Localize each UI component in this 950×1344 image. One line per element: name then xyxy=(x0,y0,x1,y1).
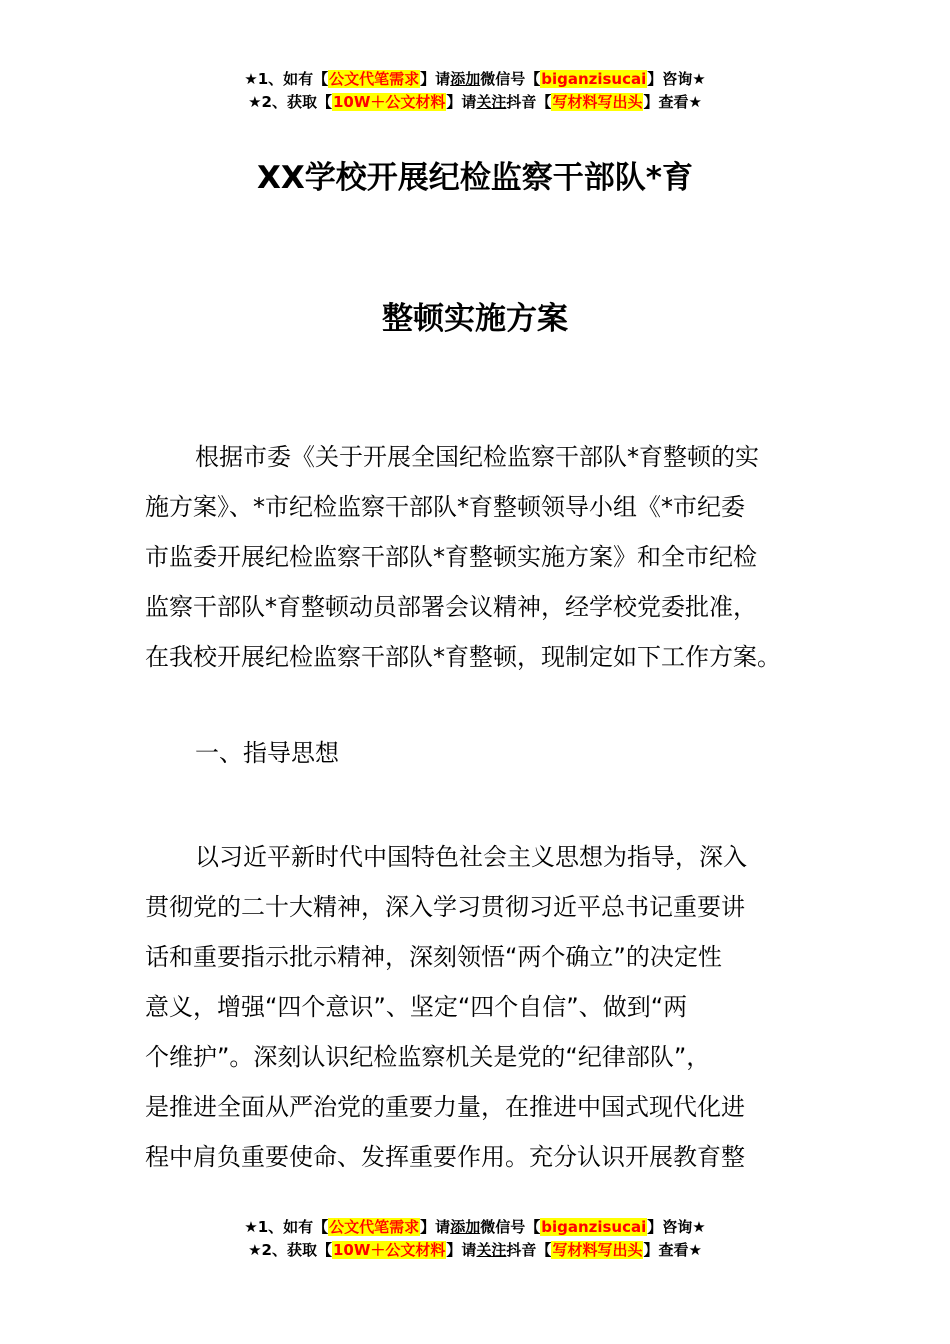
paragraph-line: 贯彻党的二十大精神，深入学习贯彻习近平总书记重要讲 xyxy=(145,893,745,921)
section-heading xyxy=(145,728,807,778)
header-banner xyxy=(0,68,950,114)
banner-text: 】查看★ xyxy=(643,93,702,111)
section-heading-text: 一、指导思想 xyxy=(195,739,339,767)
banner-line-1 xyxy=(0,1216,950,1239)
banner-text: 】请 xyxy=(420,1218,451,1236)
banner-text: 】请 xyxy=(446,1241,477,1259)
banner-text: 微信号【 xyxy=(480,70,541,88)
paragraph-line: 是推进全面从严治党的重要力量，在推进中国式现代化进 xyxy=(145,1093,745,1121)
banner-highlight-wechat-id: biganzisucai xyxy=(541,1218,647,1236)
banner-text: 】咨询★ xyxy=(647,70,706,88)
banner-text: ★1、如有【 xyxy=(244,70,329,88)
banner-highlight-douyin: 写材料写出头 xyxy=(552,93,643,111)
paragraph-line: 在我校开展纪检监察干部队*育整顿，现制定如下工作方案。 xyxy=(145,643,781,671)
banner-highlight-douyin: 写材料写出头 xyxy=(552,1241,643,1259)
paragraph-line: 监察干部队*育整顿动员部署会议精神，经学校党委批准， xyxy=(145,593,757,621)
banner-highlight-materials: 10W＋公文材料 xyxy=(332,93,446,111)
paragraph-line: 意义，增强“四个意识”、坚定“四个自信”、做到“两 xyxy=(145,993,688,1021)
banner-text: 】查看★ xyxy=(643,1241,702,1259)
banner-text: ★2、获取【 xyxy=(248,1241,332,1259)
banner-text: 抖音【 xyxy=(506,93,552,111)
paragraph-line: 个维护”。深刻认识纪检监察机关是党的“纪律部队”， xyxy=(145,1043,711,1071)
banner-line-2 xyxy=(0,1239,950,1262)
paragraph-line: 程中肩负重要使命、发挥重要作用。充分认识开展教育整 xyxy=(145,1143,745,1171)
banner-highlight-service: 公文代笔需求 xyxy=(329,70,420,88)
banner-underline-text: 添加 xyxy=(450,1218,481,1236)
document-title-line-1: XX学校开展纪检监察干部队*育 xyxy=(256,160,693,196)
section-paragraph xyxy=(145,832,807,1182)
banner-underline-text: 关注 xyxy=(476,1241,507,1259)
paragraph-line: 市监委开展纪检监察干部队*育整顿实施方案》和全市纪检 xyxy=(145,543,757,571)
banner-highlight-materials: 10W＋公文材料 xyxy=(332,1241,446,1259)
banner-line-1 xyxy=(0,68,950,91)
intro-paragraph xyxy=(145,432,807,682)
banner-text: ★2、获取【 xyxy=(248,93,332,111)
banner-text: 】请 xyxy=(420,70,451,88)
banner-text: 微信号【 xyxy=(480,1218,541,1236)
banner-text: 抖音【 xyxy=(506,1241,552,1259)
paragraph-line: 以习近平新时代中国特色社会主义思想为指导，深入 xyxy=(195,843,747,871)
banner-text: ★1、如有【 xyxy=(244,1218,329,1236)
document-title-line-2: 整顿实施方案 xyxy=(382,301,568,337)
banner-highlight-wechat-id: biganzisucai xyxy=(541,70,647,88)
banner-highlight-service: 公文代笔需求 xyxy=(329,1218,420,1236)
banner-underline-text: 添加 xyxy=(450,70,481,88)
footer-banner xyxy=(0,1216,950,1262)
banner-underline-text: 关注 xyxy=(476,93,507,111)
banner-text: 】咨询★ xyxy=(647,1218,706,1236)
banner-line-2 xyxy=(0,91,950,114)
paragraph-line: 话和重要指示批示精神，深刻领悟“两个确立”的决定性 xyxy=(145,943,722,971)
paragraph-line: 根据市委《关于开展全国纪检监察干部队*育整顿的实 xyxy=(195,443,759,471)
paragraph-line: 施方案》、*市纪检监察干部队*育整顿领导小组《*市纪委 xyxy=(145,493,745,521)
banner-text: 】请 xyxy=(446,93,477,111)
